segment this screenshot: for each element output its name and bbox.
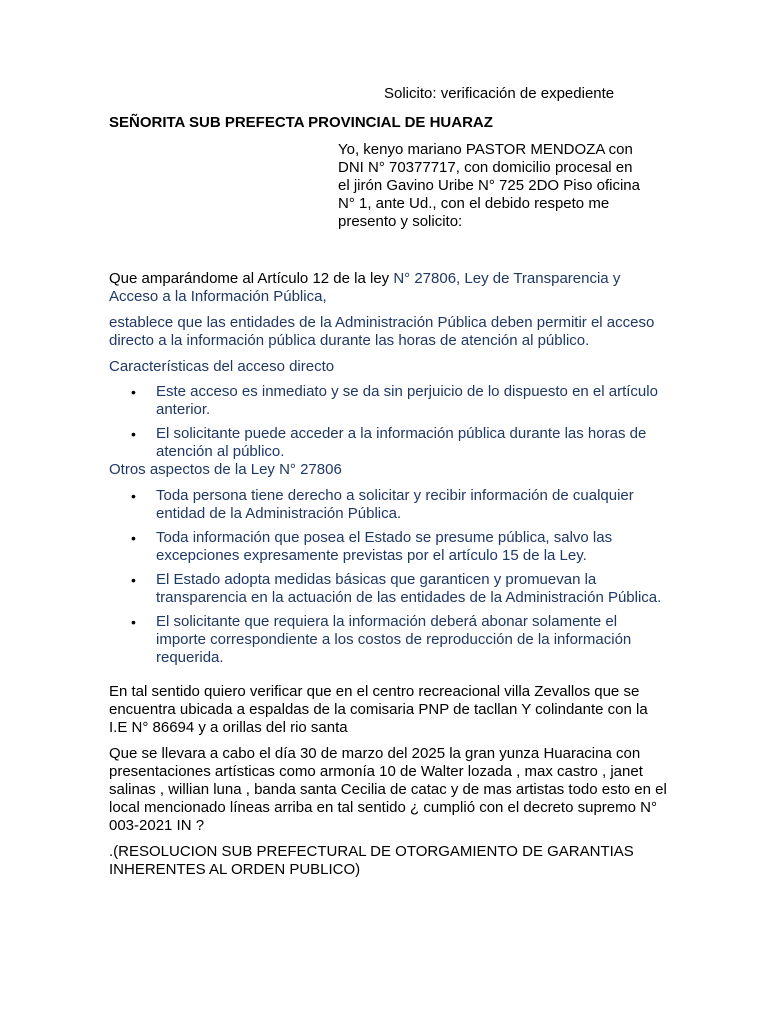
- subject-line: Solicito: verificación de expediente: [384, 85, 615, 102]
- document-body: [109, 270, 669, 879]
- intro-line: Yo, kenyo mariano PASTOR MENDOZA con: [338, 141, 633, 158]
- caracteristicas-heading: Características del acceso directo: [109, 358, 335, 375]
- intro-line: N° 1, ante Ud., con el debido respeto me: [338, 195, 610, 212]
- intro-block: [338, 141, 658, 231]
- intro-line: DNI N° 70377717, con domicilio procesal en: [338, 159, 633, 176]
- list-item: • El solicitante que requiera la información deberá abonar solamente el importe correspondiente a los costos de reproducción de la información requerida.: [109, 613, 669, 667]
- sentido-paragraph: En tal sentido quiero verificar que en el centro recreacional villa Zevallos que se encuentra ubicada a espaldas de la comisaria PNP de tacllan Y colindante con la I.E N° 86694 y a orillas del rio santa: [109, 683, 648, 736]
- list-item: • El solicitante puede acceder a la información pública durante las horas de atención al público.: [109, 425, 669, 461]
- otros-heading: Otros aspectos de la Ley N° 27806: [109, 461, 342, 478]
- list-item: • Toda persona tiene derecho a solicitar y recibir información de cualquier entidad de la Administración Pública.: [109, 487, 669, 523]
- intro-line: el jirón Gavino Uribe N° 725 2DO Piso oficina: [338, 177, 640, 194]
- yunza-paragraph: Que se llevara a cabo el día 30 de marzo del 2025 la gran yunza Huaracina con presentaciones artísticas como armonía 10 de Walter lozada , max castro , janet salinas , willian luna , banda santa Cecilia de catac y de mas artistas todo esto en el local mencionado líneas arriba en tal sentido ¿ cumplió con el decreto supremo N° 003-2021 IN ?: [109, 745, 667, 834]
- law-paragraph-prefix: Que amparándome al Artículo 12 de la ley: [109, 270, 394, 287]
- law-reference: N° 27806, Ley de Transparencia y Acceso a la Información Pública,: [109, 270, 621, 305]
- intro-line: presento y solicito:: [338, 213, 463, 230]
- resolucion-paragraph: .(RESOLUCION SUB PREFECTURAL DE OTORGAMIENTO DE GARANTIAS INHERENTES AL ORDEN PUBLICO): [109, 843, 634, 878]
- otros-list: [109, 487, 669, 667]
- establece-paragraph: establece que las entidades de la Administración Pública deben permitir el acceso directo a la información pública durante las horas de atención al público.: [109, 314, 655, 349]
- list-item: • Este acceso es inmediato y se da sin perjuicio de lo dispuesto en el artículo anterior.: [109, 383, 669, 419]
- caracteristicas-list: [109, 383, 669, 461]
- list-item: • Toda información que posea el Estado se presume pública, salvo las excepciones expresamente previstas por el artículo 15 de la Ley.: [109, 529, 669, 565]
- law-paragraph: [109, 270, 669, 306]
- list-item: • El Estado adopta medidas básicas que garanticen y promuevan la transparencia en la actuación de las entidades de la Administración Pública.: [109, 571, 669, 607]
- addressee-heading: SEÑORITA SUB PREFECTA PROVINCIAL DE HUARAZ: [109, 114, 493, 131]
